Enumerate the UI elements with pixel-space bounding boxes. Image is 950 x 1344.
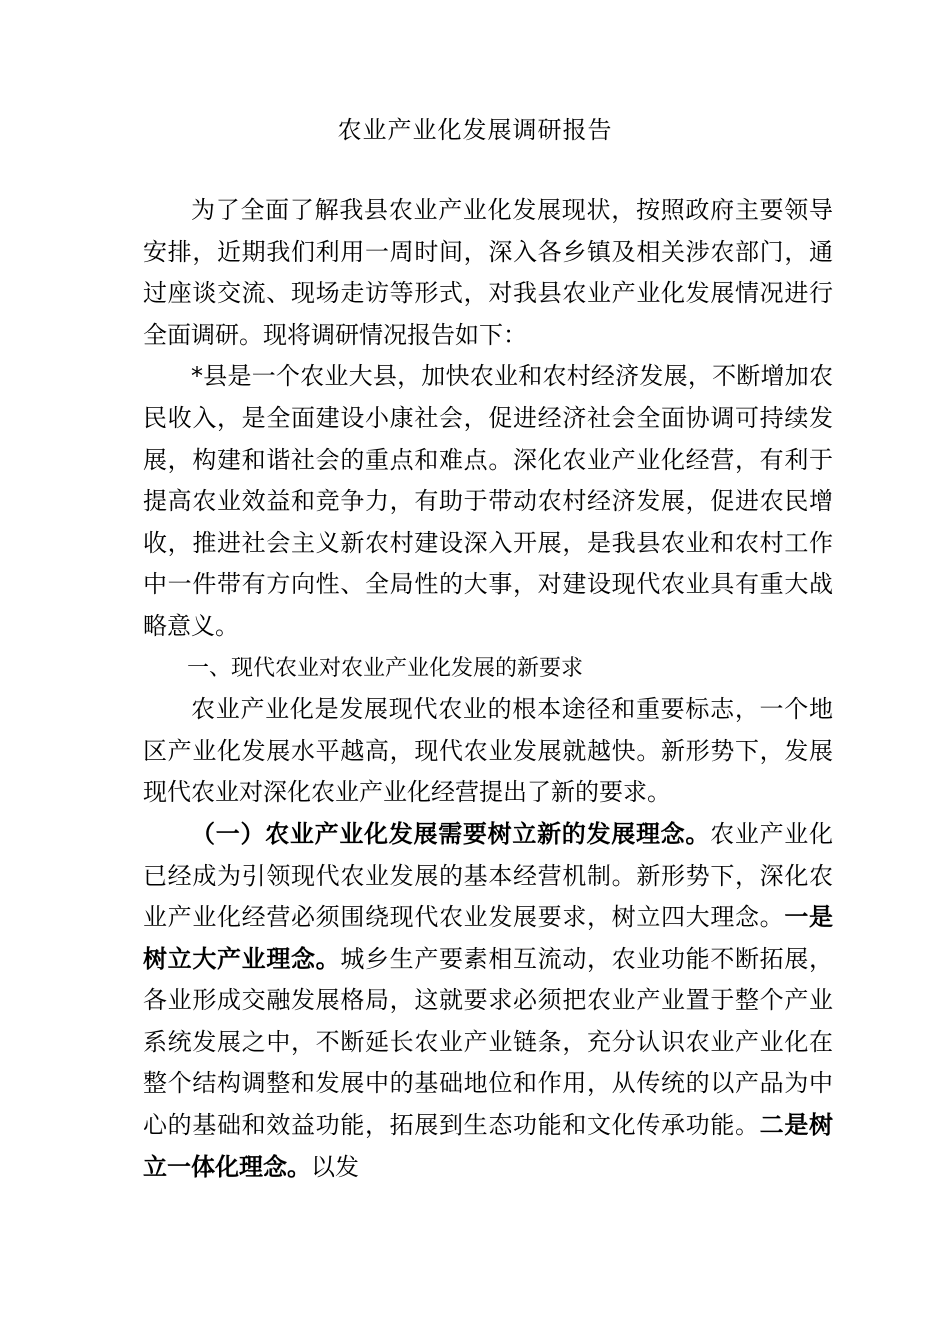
- subsection-text-2: 城乡生产要素相互流动，农业功能不断拓展，各业形成交融发展格局，这就要求必须把农业产业置于整个产业系统发展之中，不断延长农业产业链条，充分认识农业产业化在整个结构调整和发展中的基础地位和作用，从传统的以产品为中心的基础和效益功能，拓展到生态功能和文化传承功能。: [143, 944, 834, 1140]
- point-one-bold: 一是树立大产业理念。: [143, 903, 834, 973]
- section-intro-paragraph: 农业产业化是发展现代农业的根本途径和重要标志，一个地区产业化发展水平越高，现代农业发展就越快。新形势下，发展现代农业对深化农业产业化经营提出了新的要求。: [143, 695, 833, 807]
- background-paragraph: *县是一个农业大县，加快农业和农村经济发展，不断增加农民收入，是全面建设小康社会，促进经济社会全面协调可持续发展，构建和谐社会的重点和难点。深化农业产业化经营，有利于提高农业效益和竞争力，有助于带动农村经济发展，促进农民增收，推进社会主义新农村建设深入开展，是我县农业和农村工作中一件带有方向性、全局性的大事，对建设现代农业具有重大战略意义。: [143, 362, 833, 640]
- section-heading: 一、现代农业对农业产业化发展的新要求: [187, 655, 584, 681]
- subsection-paragraph: [143, 814, 833, 1188]
- document-title: 农业产业化发展调研报告: [337, 116, 613, 144]
- subsection-lead-bold: （一）农业产业化发展需要树立新的发展理念。: [191, 819, 711, 848]
- intro-paragraph: 为了全面了解我县农业产业化发展现状，按照政府主要领导安排，近期我们利用一周时间，深入各乡镇及相关涉农部门，通过座谈交流、现场走访等形式，对我县农业产业化发展情况进行全面调研。现将调研情况报告如下：: [143, 196, 833, 349]
- point-two-bold: 二是树立一体化理念。: [143, 1111, 834, 1181]
- document-body: [143, 190, 833, 1188]
- subsection-text-1: 农业产业化已经成为引领现代农业发展的基本经营机制。新形势下，深化农业产业化经营必须围绕现代农业发展要求，树立四大理念。: [143, 819, 834, 932]
- subsection-text-3: 以发: [311, 1152, 359, 1181]
